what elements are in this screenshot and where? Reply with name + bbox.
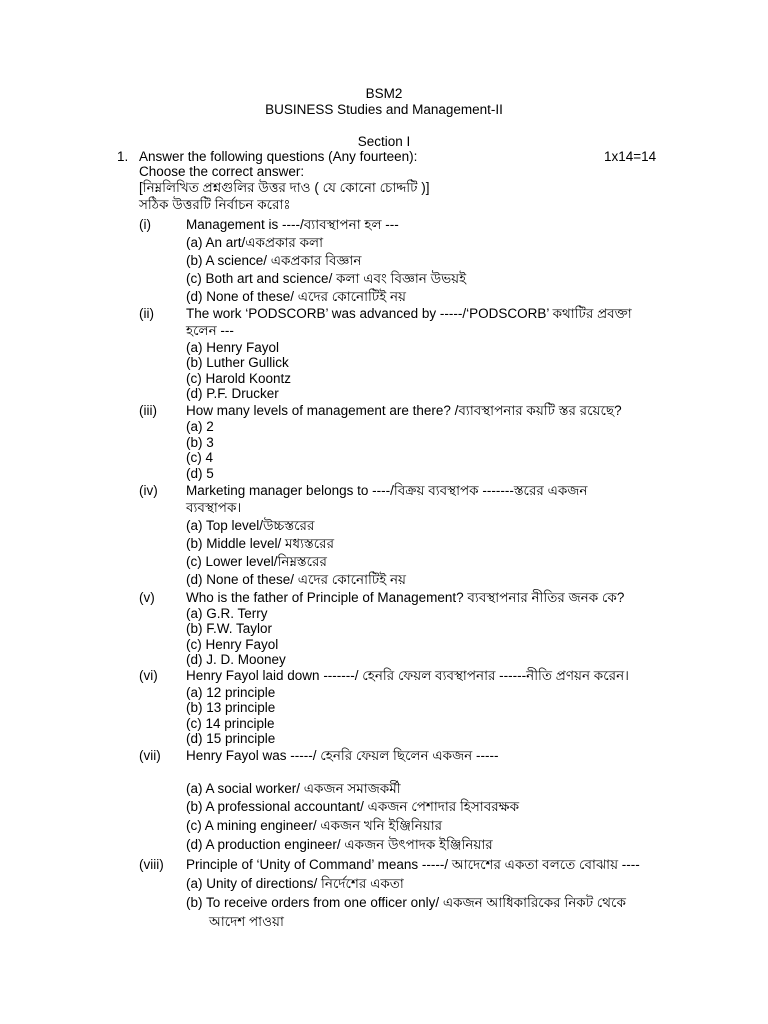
option-item: (d) 5 [186, 466, 214, 481]
bengali-instruction: [নিম্নলিখিত প্রশ্নগুলির উত্তর দাও ( যে কোনো চোদ্দটি )] [139, 180, 430, 195]
option-item: (c) A mining engineer/ একজন খনি ইঞ্জিনিয়ার [186, 818, 443, 833]
option-item: (a) Top level/উচ্চস্তরের [186, 518, 315, 533]
option-item: (c) Henry Fayol [186, 637, 279, 652]
subquestion-text: Principle of ‘Unity of Command’ means -----/ আদেশের একতা বলতে বোঝায় ---- [186, 857, 640, 872]
option-item: (b) A professional accountant/ একজন পেশাদার হিসাবরক্ষক [186, 799, 520, 814]
option-item: (b) To receive orders from one officer only/ একজন আধিকারিকের নিকট থেকে [186, 895, 626, 910]
bengali-choose-line: সঠিক উত্তরটি নির্বাচন করোঃ [139, 197, 291, 212]
option-item: (c) Harold Koontz [186, 371, 292, 386]
subquestion-text: The work ‘PODSCORB’ was advanced by -----/‘PODSCORB’ কথাটির প্রবক্তা [186, 306, 632, 321]
option-item: (c) 4 [186, 450, 213, 465]
subquestion-number: (ii) [139, 306, 154, 321]
question-number: 1. [117, 149, 129, 164]
option-item: (a) G.R. Terry [186, 606, 268, 621]
option-item: (d) A production engineer/ একজন উৎপাদক ইঞ্জিনিয়ার [186, 837, 493, 852]
option-item: (b) F.W. Taylor [186, 621, 273, 636]
option-item: (c) Lower level/নিম্নস্তরের [186, 554, 327, 569]
subquestion-text: Management is ----/ব্যাবস্থাপনা হল --- [186, 217, 399, 232]
option-item: (a) 12 principle [186, 685, 276, 700]
section-heading: Section I [357, 134, 411, 149]
option-item: (a) 2 [186, 419, 214, 434]
subquestion-number: (vi) [139, 668, 158, 683]
option-item: (d) 15 principle [186, 731, 276, 746]
subquestion-text-cont: ব্যবস্থাপক। [186, 500, 242, 515]
subquestion-number: (viii) [139, 857, 164, 872]
option-item: (a) Henry Fayol [186, 340, 280, 355]
option-item: (c) 14 principle [186, 716, 275, 731]
subquestion-number: (i) [139, 217, 151, 232]
option-item: (d) J. D. Mooney [186, 652, 286, 667]
option-item: (b) 3 [186, 435, 214, 450]
option-item: (b) 13 principle [186, 700, 276, 715]
marks-label: 1x14=14 [604, 149, 657, 164]
option-item: (a) A social worker/ একজন সমাজকর্মী [186, 781, 401, 796]
subquestion-number: (vii) [139, 748, 161, 763]
option-item: (d) None of these/ এদের কোনোটিই নয় [186, 572, 407, 587]
subquestion-text: Who is the father of Principle of Management? ব্যবস্থাপনার নীতির জনক কে? [186, 590, 625, 605]
question-instruction: Answer the following questions (Any fourteen): [139, 149, 418, 164]
option-item: (a) Unity of directions/ নির্দেশের একতা [186, 876, 404, 891]
paper-title: BUSINESS Studies and Management-II [265, 102, 503, 117]
subquestion-text: Henry Fayol was -----/ হেনরি ফেয়ল ছিলেন একজন ----- [186, 748, 499, 763]
subquestion-text: How many levels of management are there? /ব্যাবস্থাপনার কয়টি স্তর রয়েছে? [186, 403, 622, 418]
subquestion-number: (iv) [139, 483, 158, 498]
option-item: (b) Middle level/ মধ্যস্তরের [186, 536, 334, 551]
subquestion-number: (iii) [139, 403, 157, 418]
subquestion-number: (v) [139, 590, 155, 605]
paper-code: BSM2 [365, 86, 403, 101]
choose-correct-line: Choose the correct answer: [139, 164, 305, 179]
option-item: (b) A science/ একপ্রকার বিজ্ঞান [186, 253, 362, 268]
option-item: (b) Luther Gullick [186, 355, 289, 370]
subquestion-text: Marketing manager belongs to ----/বিক্রয় ব্যবস্থাপক -------স্তরের একজন [186, 483, 588, 498]
option-item-cont: আদেশ পাওয়া [209, 914, 284, 929]
option-item: (c) Both art and science/ কলা এবং বিজ্ঞান উভয়ই [186, 271, 467, 286]
option-item: (a) An art/একপ্রকার কলা [186, 235, 324, 250]
subquestion-text: Henry Fayol laid down -------/ হেনরি ফেয়ল ব্যবস্থাপনার ------নীতি প্রণয়ন করেন। [186, 668, 629, 683]
option-item: (d) P.F. Drucker [186, 386, 279, 401]
subquestion-text-cont: হলেন --- [186, 323, 234, 338]
option-item: (d) None of these/ এদের কোনোটিই নয় [186, 289, 407, 304]
